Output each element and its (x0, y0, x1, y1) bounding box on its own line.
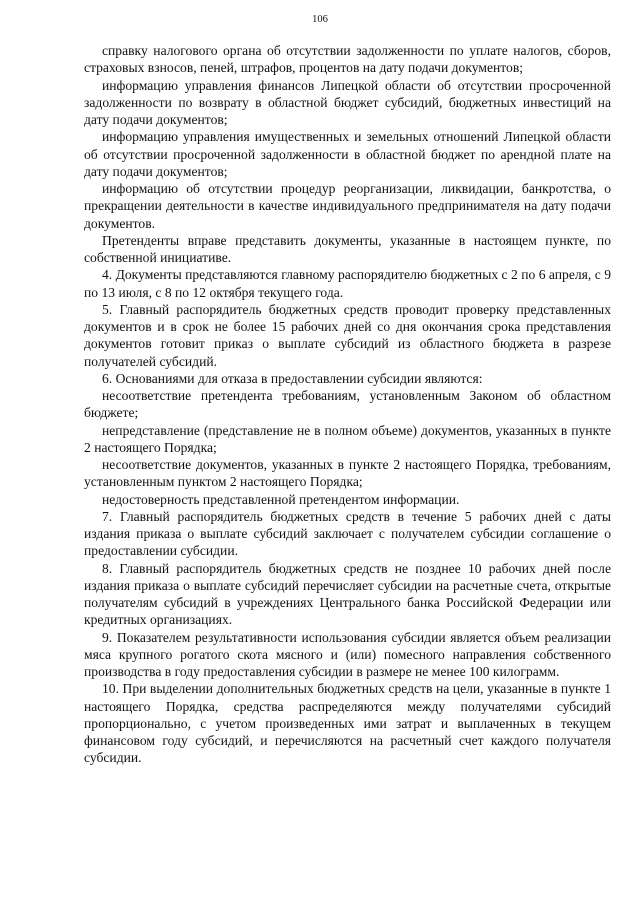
paragraph-item-7: 7. Главный распорядитель бюджетных средств в течение 5 рабочих дней с даты издания приказа о выплате субсидий заключает с получателем субсидии соглашение о предоставлении субсидии. (84, 508, 611, 559)
paragraph-refusal-reason-1: несоответствие претендента требованиям, установленным Законом об областном бюджете; (84, 388, 611, 421)
paragraph-refusal-reason-4: недостоверность представленной претендентом информации. (102, 491, 460, 507)
paragraph-item-5: 5. Главный распорядитель бюджетных средств проводит проверку представленных документов и в срок не более 15 рабочих дней со дня окончания срока представления документов готовит приказ о выплате субсидий из областного бюджета в разрезе получателей субсидий. (84, 301, 611, 369)
paragraph-item-8: 8. Главный распорядитель бюджетных средств не позднее 10 рабочих дней после издания приказа о выплате субсидий перечисляет субсидии на расчетные счета, открытые получателям субсидий в учреждениях Центрального банка Российской Федерации или кредитных организациях. (84, 560, 611, 628)
document-body (84, 42, 611, 767)
paragraph-item-10: 10. При выделении дополнительных бюджетных средств на цели, указанные в пункте 1 настоящего Порядка, средства распределяются между получателями субсидий пропорционально, с учетом произведенных ими затрат и выплаченных в текущем финансовом году субсидий, и перечисляются на расчетный счет каждого получателя субсидии. (84, 681, 611, 766)
paragraph-own-initiative: Претенденты вправе представить документы, указанные в настоящем пункте, по собственной инициативе. (84, 232, 611, 265)
page-number: 106 (312, 14, 328, 25)
paragraph-item-9: 9. Показателем результативности использования субсидии является объем реализации мяса крупного рогатого скота мясного и (или) помесного направления собственного производства в году предоставления субсидии в размере не менее 100 килограмм. (84, 629, 611, 679)
paragraph-item-6: 6. Основаниями для отказа в предоставлении субсидии являются: (102, 370, 483, 386)
paragraph-tax-certificate: справку налогового органа об отсутствии задолженности по уплате налогов, сборов, страховых взносов, пеней, штрафов, процентов на дату подачи документов; (84, 43, 611, 76)
paragraph-refusal-reason-2: непредставление (представление не в полном объеме) документов, указанных в пункте 2 настоящего Порядка; (84, 422, 611, 455)
paragraph-item-4: 4. Документы представляются главному распорядителю бюджетных с 2 по 6 апреля, с 9 по 13 июля, с 8 по 12 октября текущего года. (84, 267, 611, 300)
paragraph-finance-info: информацию управления финансов Липецкой области об отсутствии просроченной задолженности по возврату в областной бюджет субсидий, бюджетных инвестиций на дату подачи документов; (84, 77, 611, 127)
paragraph-reorganization-info: информацию об отсутствии процедур реорганизации, ликвидации, банкротства, о прекращении деятельности в качестве индивидуального предпринимателя на дату подачи документов. (84, 181, 611, 231)
paragraph-refusal-reason-3: несоответствие документов, указанных в пункте 2 настоящего Порядка, требованиям, установленным пунктом 2 настоящего Порядка; (84, 457, 611, 490)
paragraph-property-info: информацию управления имущественных и земельных отношений Липецкой области об отсутствии просроченной задолженности в областной бюджет по арендной плате на дату подачи документов; (84, 129, 611, 179)
